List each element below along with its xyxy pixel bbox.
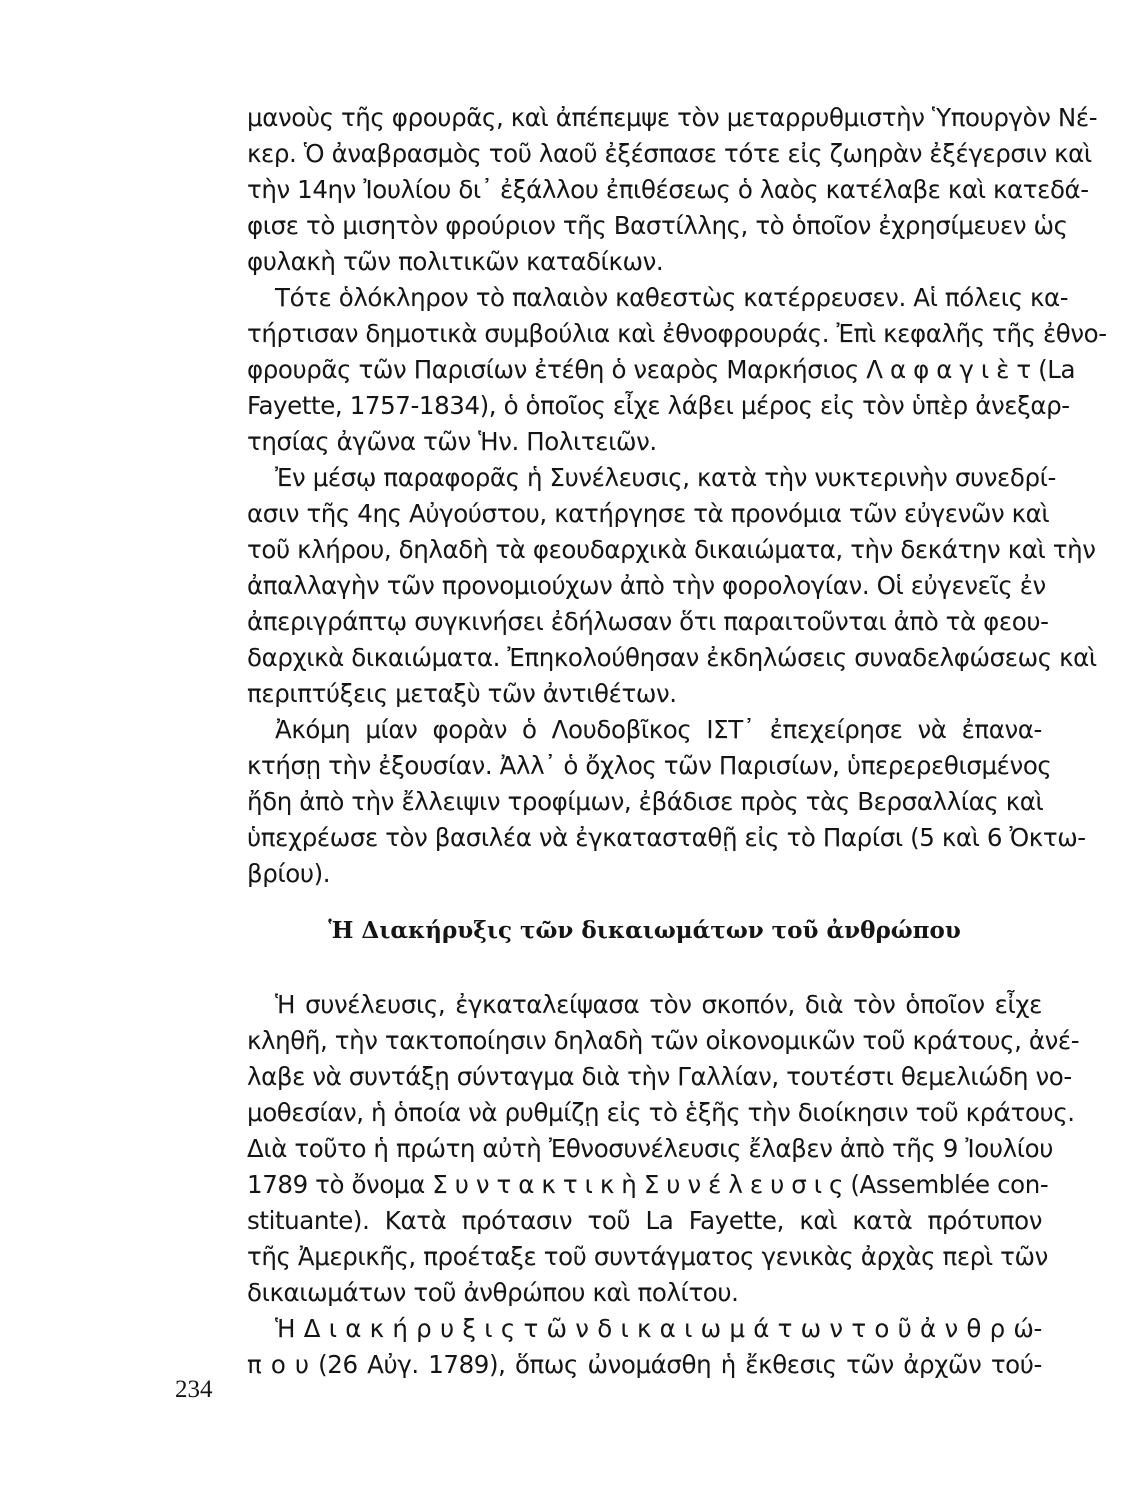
text-line: περιπτύξεις μεταξὺ τῶν ἀντιθέτων. <box>247 679 677 708</box>
text-line: δαρχικὰ δικαιώματα. Ἐπηκολούθησαν ἐκδηλώσεις συναδελφώσεως καὶ <box>247 643 1097 672</box>
text-line: μοθεσίαν, ἡ ὁποία νὰ ρυθμίζῃ εἰς τὸ ἑξῆς τὴν διοίκησιν τοῦ κράτους. <box>247 1098 1075 1127</box>
text-line: Διὰ τοῦτο ἡ πρώτη αὐτὴ Ἐθνοσυνέλευσις ἔλαβεν ἀπὸ τῆς 9 Ἰουλίου <box>247 1134 1054 1163</box>
text-line: ἤδη ἀπὸ τὴν ἔλλειψιν τροφίμων, ἐβάδισε πρὸς τὰς Βερσαλλίας καὶ <box>247 787 1044 816</box>
text-before-heading <box>247 100 1107 892</box>
text-line: κτήσῃ τὴν ἐξουσίαν. Ἀλλ᾽ ὁ ὄχλος τῶν Παρισίων, ὑπερερεθισμένος <box>247 751 1052 780</box>
text-line: κληθῆ, τὴν τακτοποίησιν δηλαδὴ τῶν οἰκονομικῶν τοῦ κράτους, ἀνέ- <box>247 1026 1080 1055</box>
text-line: βρίου). <box>247 859 331 888</box>
text-line: Ἡ Δ ι α κ ή ρ υ ξ ι ς τ ῶ ν δ ι κ α ι ω μ ά τ ω ν τ ο ῦ ἀ ν θ ρ ώ- <box>275 1314 1042 1343</box>
text-line: Fayette, 1757-1834), ὁ ὁποῖος εἶχε λάβει μέρος εἰς τὸν ὑπὲρ ἀνεξαρ- <box>247 391 1070 420</box>
text-line: κερ. Ὁ ἀναβρασμὸς τοῦ λαοῦ ἐξέσπασε τότε εἰς ζωηρὰν ἐξέγερσιν καὶ <box>247 139 1092 168</box>
text-line: ὑπεχρέωσε τὸν βασιλέα νὰ ἐγκατασταθῇ εἰς τὸ Παρίσι (5 καὶ 6 Ὀκτω- <box>247 823 1086 852</box>
text-line: φυλακὴ τῶν πολιτικῶν καταδίκων. <box>247 247 664 276</box>
page-body <box>247 100 1107 1383</box>
text-after-heading <box>247 987 1080 1383</box>
text-line: λαβε νὰ συντάξῃ σύνταγμα διὰ τὴν Γαλλίαν, τουτέστι θεμελιώδη νο- <box>247 1062 1072 1091</box>
section-heading: Ἡ Διακήρυξις τῶν δικαιωμάτων τοῦ ἀνθρώπου <box>328 917 961 944</box>
text-line: ασιν τῆς 4ης Αὐγούστου, κατήργησε τὰ προνόμια τῶν εὐγενῶν καὶ <box>247 499 1050 528</box>
text-line: τησίας ἀγῶνα τῶν Ἡν. Πολιτειῶν. <box>247 427 657 456</box>
text-line: stituante). Κατὰ πρότασιν τοῦ La Fayette, καὶ κατὰ πρότυπον <box>247 1206 1042 1235</box>
text-line: φρουρᾶς τῶν Παρισίων ἐτέθη ὁ νεαρὸς Μαρκήσιος Λ α φ α γ ι ὲ τ (La <box>247 355 1076 384</box>
text-line: τῆς Ἀμερικῆς, προέταξε τοῦ συντάγματος γενικὰς ἀρχὰς περὶ τῶν <box>247 1242 1048 1271</box>
text-line: ἀπεριγράπτῳ συγκινήσει ἐδήλωσαν ὅτι παραιτοῦνται ἀπὸ τὰ φεου- <box>247 607 1049 636</box>
text-line: τὴν 14ην Ἰουλίου δι᾽ ἐξάλλου ἐπιθέσεως ὁ λαὸς κατέλαβε καὶ κατεδά- <box>247 175 1089 204</box>
paragraph <box>247 987 1080 1311</box>
text-line: τοῦ κλήρου, δηλαδὴ τὰ φεουδαρχικὰ δικαιώματα, τὴν δεκάτην καὶ τὴν <box>247 535 1096 564</box>
text-line: τήρτισαν δημοτικὰ συμβούλια καὶ ἐθνοφρουράς. Ἐπὶ κεφαλῆς τῆς ἐθνο- <box>247 319 1107 348</box>
text-line: φισε τὸ μισητὸν φρούριον τῆς Βαστίλλης, τὸ ὁποῖον ἐχρησίμευεν ὡς <box>247 211 1068 240</box>
paragraph <box>247 1311 1042 1383</box>
paragraph <box>247 100 1098 280</box>
text-line: δικαιωμάτων τοῦ ἀνθρώπου καὶ πολίτου. <box>247 1278 739 1307</box>
text-line: 1789 τὸ ὄνομα Σ υ ν τ α κ τ ι κ ὴ Σ υ ν έ λ ε υ σ ι ς (Assemblée con- <box>247 1170 1049 1199</box>
text-line: Ἡ συνέλευσις, ἐγκαταλείψασα τὸν σκοπόν, διὰ τὸν ὁποῖον εἶχε <box>275 990 1042 1019</box>
text-line: π ο υ (26 Αὐγ. 1789), ὅπως ὠνομάσθη ἡ ἔκθεσις τῶν ἀρχῶν τού- <box>247 1350 1042 1379</box>
text-line: Ἀκόμη μίαν φορὰν ὁ Λουδοβῖκος ΙΣΤ᾽ ἐπεχείρησε νὰ ἐπανα- <box>275 715 1042 744</box>
text-line: Τότε ὁλόκληρον τὸ παλαιὸν καθεστὼς κατέρρευσεν. Αἱ πόλεις κα- <box>275 283 1069 312</box>
text-line: Ἐν μέσῳ παραφορᾶς ἡ Συνέλευσις, κατὰ τὴν νυκτερινὴν συνεδρί- <box>275 463 1056 492</box>
text-line: ἀπαλλαγὴν τῶν προνομιούχων ἀπὸ τὴν φορολογίαν. Οἱ εὐγενεῖς ἐν <box>247 571 1046 600</box>
text-line: μανοὺς τῆς φρουρᾶς, καὶ ἀπέπεμψε τὸν μεταρρυθμιστὴν Ὑπουργὸν Νέ- <box>247 103 1098 132</box>
paragraph <box>247 280 1107 460</box>
page-number: 234 <box>175 1376 213 1403</box>
paragraph <box>247 712 1086 892</box>
paragraph <box>247 460 1097 712</box>
